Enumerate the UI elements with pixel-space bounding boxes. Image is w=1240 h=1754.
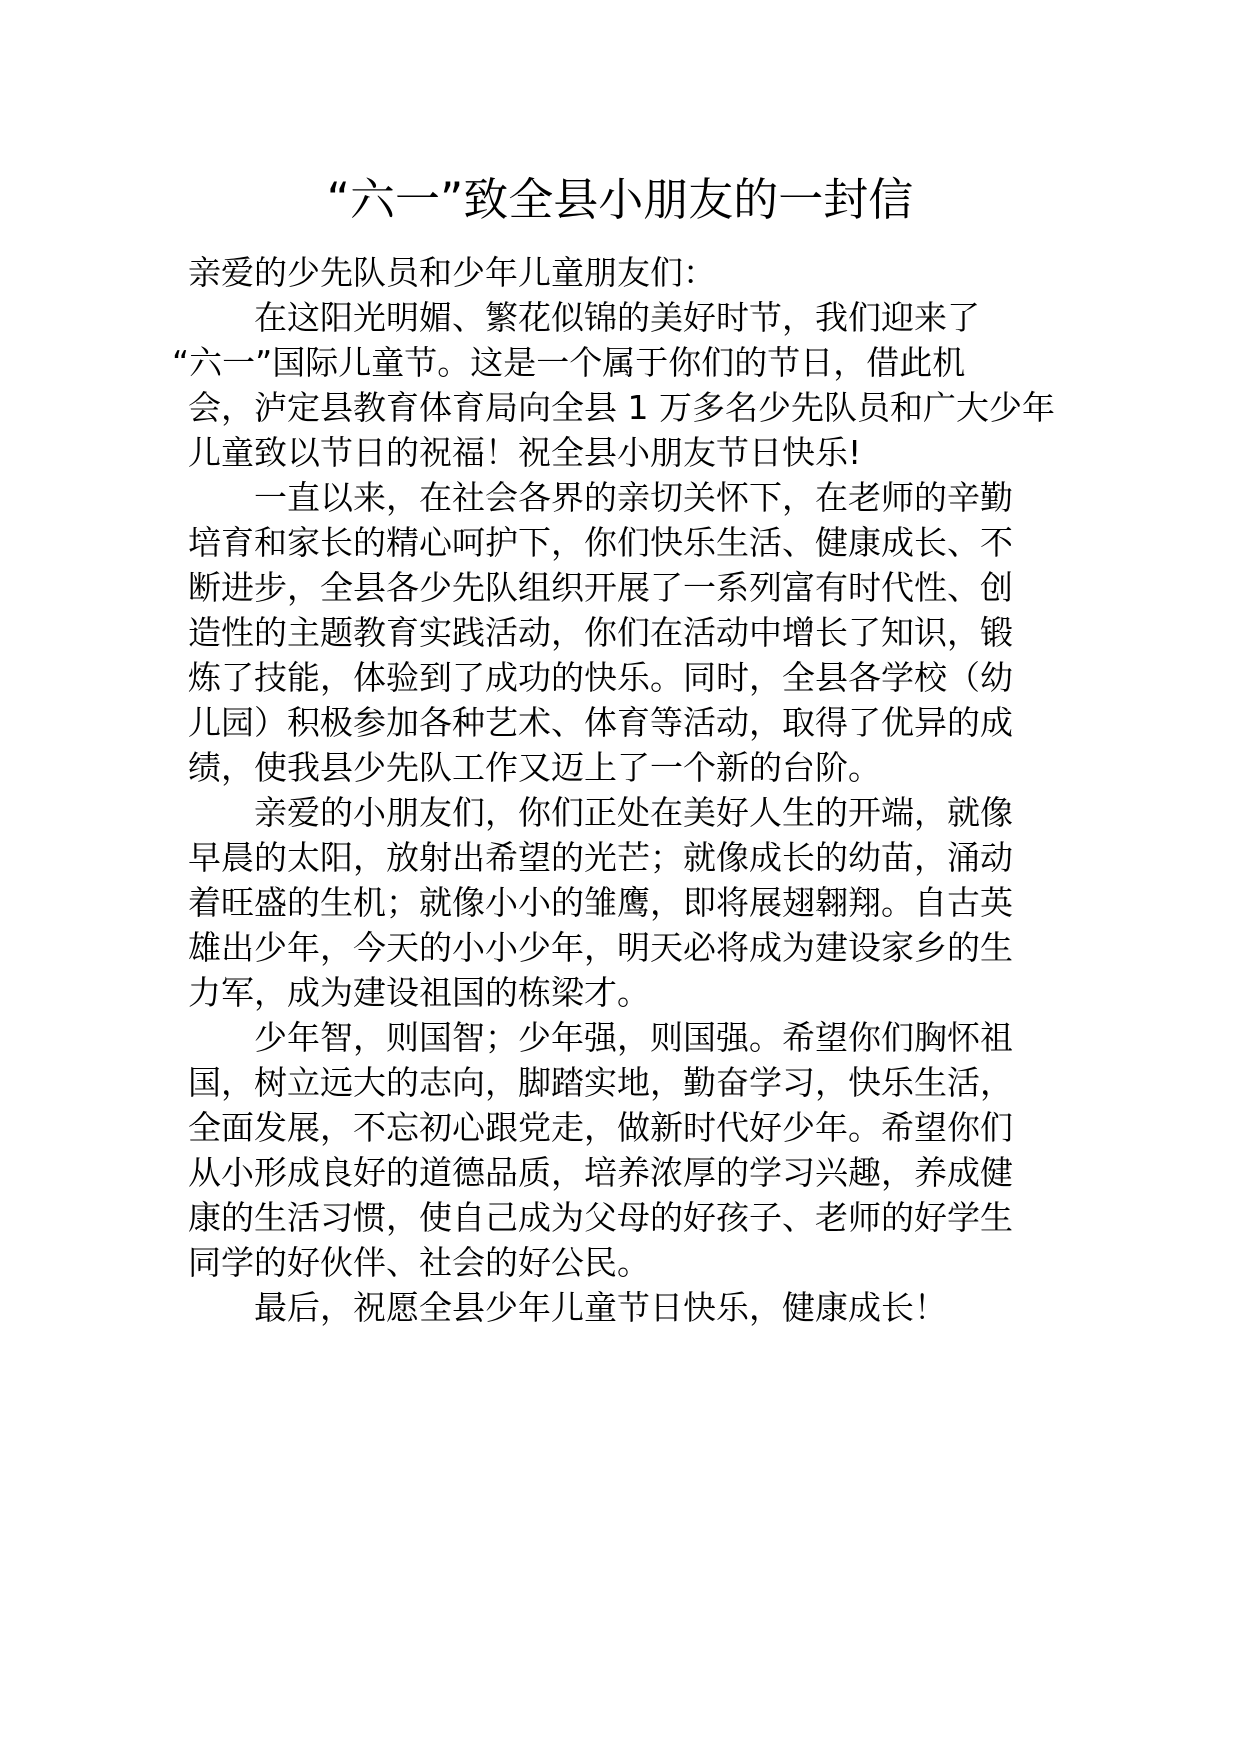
paragraph-line: 培育和家长的精心呵护下，你们快乐生活、健康成长、不 [188, 523, 1013, 562]
paragraph-line: “六一”国际儿童节。这是一个属于你们的节日，借此机 [172, 343, 966, 382]
closing-line: 最后，祝愿全县少年儿童节日快乐，健康成长！ [254, 1288, 947, 1327]
paragraph-line: 一直以来，在社会各界的亲切关怀下，在老师的辛勤 [254, 478, 1013, 517]
paragraph-line: 造性的主题教育实践活动，你们在活动中增长了知识，锻 [188, 613, 1013, 652]
paragraph-line: 断进步，全县各少先队组织开展了一系列富有时代性、创 [188, 568, 1013, 607]
paragraph-line: 少年智，则国智；少年强，则国强。希望你们胸怀祖 [254, 1018, 1013, 1057]
paragraph-line: 在这阳光明媚、繁花似锦的美好时节，我们迎来了 [254, 298, 980, 337]
paragraph-line: 着旺盛的生机；就像小小的雏鹰，即将展翅翱翔。自古英 [188, 883, 1013, 922]
paragraph-line: 康的生活习惯，使自己成为父母的好孩子、老师的好学生 [188, 1198, 1013, 1237]
paragraph-line: 同学的好伙伴、社会的好公民。 [188, 1243, 650, 1282]
paragraph-line: 儿园）积极参加各种艺术、体育等活动，取得了优异的成 [188, 703, 1013, 742]
paragraph-line: 力军，成为建设祖国的栋梁才。 [188, 973, 650, 1012]
salutation: 亲爱的少先队员和少年儿童朋友们： [188, 253, 716, 292]
paragraph-line: 从小形成良好的道德品质，培养浓厚的学习兴趣，养成健 [188, 1153, 1013, 1192]
paragraph-line: 会，泸定县教育体育局向全县 1 万多名少先队员和广大少年 [188, 388, 1055, 427]
letter-body [172, 250, 1068, 1330]
paragraph-line: 早晨的太阳，放射出希望的光芒；就像成长的幼苗，涌动 [188, 838, 1013, 877]
paragraph-line: 全面发展，不忘初心跟党走，做新时代好少年。希望你们 [188, 1108, 1013, 1147]
paragraph-line: 炼了技能，体验到了成功的快乐。同时，全县各学校（幼 [188, 658, 1013, 697]
paragraph-line: 儿童致以节日的祝福！祝全县小朋友节日快乐! [188, 433, 862, 472]
paragraph-line: 雄出少年，今天的小小少年，明天必将成为建设家乡的生 [188, 928, 1013, 967]
paragraph-line: 亲爱的小朋友们，你们正处在美好人生的开端，就像 [254, 793, 1013, 832]
paragraph-line: 国，树立远大的志向，脚踏实地，勤奋学习，快乐生活， [188, 1063, 1013, 1102]
document-title: “六一”致全县小朋友的一封信 [326, 173, 914, 226]
paragraph-line: 绩，使我县少先队工作又迈上了一个新的台阶。 [188, 748, 881, 787]
